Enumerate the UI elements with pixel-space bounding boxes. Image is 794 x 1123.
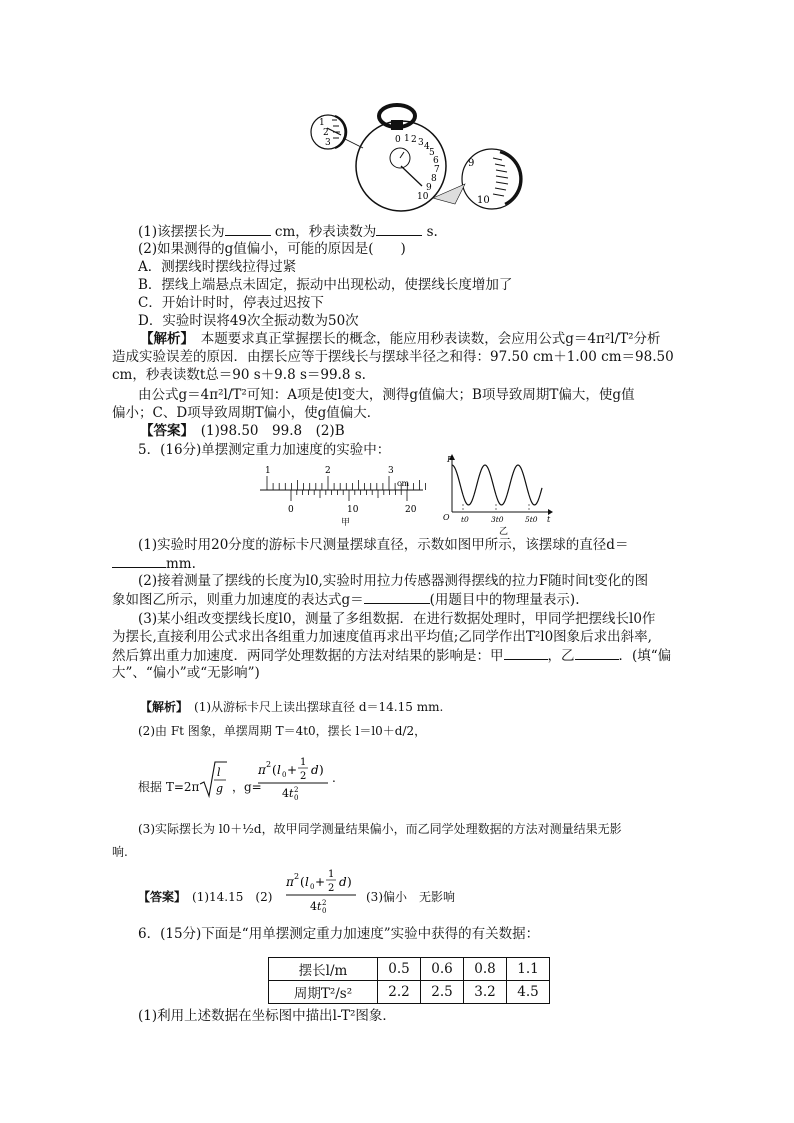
q4-option-d: D．实验时误将49次全振动数为50次 <box>138 313 359 329</box>
svg-text:2: 2 <box>328 883 335 894</box>
zoom-label: 10 <box>477 195 490 206</box>
stopwatch-hand <box>401 166 422 186</box>
table-cell: 2.5 <box>421 981 464 1004</box>
q5-analysis-line3: 根据 T=2π <box>138 780 200 794</box>
q5-part1-line1: (1)实验时用20分度的游标卡尺测量摆球直径，示数如图甲所示，该摆球的直径d＝ <box>138 537 629 553</box>
vernier-label: 0 <box>288 505 294 515</box>
table-cell: 4.5 <box>507 981 550 1004</box>
q5-analysis-line2: (2)由 Ft 图象，单摆周期 T＝4t0，摆长 l＝l0＋d/2， <box>138 724 427 738</box>
force-curve <box>452 465 542 505</box>
graph-ylabel: F <box>447 455 453 464</box>
q4-analysis-line3: cm，秒表读数t总＝90 s＋9.8 s＝99.8 s. <box>112 367 366 383</box>
q4-part2: (2)如果测得的g值偏小，可能的原因是( ) <box>138 241 406 257</box>
svg-text:+: + <box>315 875 326 889</box>
svg-text:1: 1 <box>300 757 307 768</box>
q5-part3-line1: (3)某小组改变摆线长度l0，测量了多组数据．在进行数据处理时，甲同学把摆线长l0作 <box>138 611 656 627</box>
table-cell: 1.1 <box>507 958 550 981</box>
table-header-cell: 摆长l/m <box>269 958 378 981</box>
caliper-caption: 甲 <box>341 518 351 526</box>
table-header-cell: 周期T²/s² <box>269 981 378 1004</box>
dial-label: 8 <box>431 174 437 184</box>
main-scale-label: 1 <box>265 466 271 476</box>
q5-part3-line4: 大”、“偏小”或“无影响”) <box>112 665 260 681</box>
q4-option-c: C．开始计时时，停表过迟按下 <box>138 295 324 311</box>
zoom-label: 9 <box>468 158 475 169</box>
q4-analysis-line5: 偏小；C、D项导致周期T偏小，使g值偏大． <box>112 405 381 421</box>
caliper-unit: cm <box>397 479 410 488</box>
dial-label: 7 <box>434 165 440 175</box>
graph-xlabel: t <box>547 515 551 524</box>
q4-part1: (1)该摆摆长为 cm，秒表读数为 s. <box>138 224 438 240</box>
q5-answer-part3: (3)偏小 无影响 <box>366 890 455 904</box>
dial-label: 3 <box>418 138 424 148</box>
stopwatch-figure <box>305 100 530 212</box>
pendulum-data-table <box>268 957 550 1004</box>
dial-label: 2 <box>411 135 417 145</box>
svg-text:t: t <box>317 900 322 913</box>
svg-text:0: 0 <box>294 794 299 802</box>
svg-text:4: 4 <box>310 900 317 913</box>
answer-blank[interactable] <box>112 554 166 568</box>
svg-text:l: l <box>305 875 309 889</box>
q5-part3-line3: 然后算出重力加速度．两同学处理数据的方法对结果的影响是：甲 ，乙 ．(填“偏 <box>112 648 672 664</box>
q5-answer: 【答案】 (1)14.15 (2) <box>138 890 273 904</box>
svg-text:π: π <box>258 763 266 777</box>
svg-text:1: 1 <box>328 869 335 880</box>
q5-part2-line1: (2)接着测量了摆线的长度为l0,实验时用拉力传感器测得摆线的拉力F随时间t变化的图 <box>138 573 649 589</box>
svg-text:2: 2 <box>300 771 307 782</box>
dial-label: 0 <box>395 135 401 145</box>
caliper-vernier-scale <box>291 490 407 501</box>
dial-label: 4 <box>424 142 430 152</box>
graph-tick: t0 <box>461 515 469 524</box>
svg-text:): ) <box>347 875 352 889</box>
table-row <box>269 958 550 981</box>
svg-text:0: 0 <box>322 907 327 915</box>
q4-option-a: A．测摆线时摆线拉得过紧 <box>138 259 297 275</box>
svg-text:0: 0 <box>282 771 287 779</box>
graph-tick: 3t0 <box>491 515 504 524</box>
q5-part2-line2: 象如图乙所示，则重力加速度的表达式g＝ (用题目中的物理量表示). <box>112 592 580 608</box>
q5-title: 5．(16分)单摆测定重力加速度的实验中： <box>138 442 391 458</box>
graph-tick: 5t0 <box>525 515 538 524</box>
q5-analysis-gpre: ，g= <box>232 780 262 794</box>
q5-part3-line2: 为摆长,直接利用公式求出各组重力加速度值再求出平均值;乙同学作出T²l0图象后求出斜率, <box>112 629 652 645</box>
svg-text:): ) <box>319 763 324 777</box>
answer-blank[interactable] <box>364 590 430 604</box>
svg-text:π: π <box>286 875 294 889</box>
vernier-label: 20 <box>405 505 417 515</box>
svg-text:(: ( <box>300 875 305 889</box>
svg-text:t: t <box>289 787 294 800</box>
svg-text:2: 2 <box>266 760 272 769</box>
svg-text:0: 0 <box>310 883 315 891</box>
q4-answer: 【答案】 (1)98.50 99.8 (2)B <box>140 423 345 439</box>
svg-text:2: 2 <box>322 899 327 907</box>
svg-text:l: l <box>217 766 221 779</box>
q4-option-b: B．摆线上端悬点未固定，振动中出现松动，使摆线长度增加了 <box>138 277 513 293</box>
table-row <box>269 981 550 1004</box>
formula-period <box>198 760 228 800</box>
q4-analysis-line1: 【解析】 本题要求真正掌握摆长的概念，能应用秒表读数，会应用公式g＝4π²l/T²分析 <box>140 331 661 347</box>
dial-label: 5 <box>429 148 435 158</box>
zoom-label: 1 <box>319 118 325 128</box>
force-time-graph <box>440 452 555 536</box>
vernier-label: 10 <box>347 505 359 515</box>
q5-analysis-line4: (3)实际摆长为 l0＋½d，故甲同学测量结果偏小，而乙同学处理数据的方法对测量结果无影 <box>138 822 622 836</box>
table-cell: 0.6 <box>421 958 464 981</box>
answer-blank[interactable] <box>504 646 548 660</box>
vernier-caliper-figure <box>255 462 430 526</box>
q4-analysis-line2: 造成实验误差的原因．由摆长应等于摆线长与摆球半径之和得：97.50 cm＋1.00 cm＝98.50 <box>112 349 674 365</box>
graph-caption: 乙 <box>499 527 509 536</box>
zoom-label: 3 <box>325 138 331 148</box>
svg-text:g: g <box>216 782 224 795</box>
dial-label: 6 <box>433 156 439 166</box>
table-cell: 2.2 <box>378 981 421 1004</box>
main-scale-label: 2 <box>325 466 331 476</box>
table-cell: 3.2 <box>464 981 507 1004</box>
q5-part1-line2: mm. <box>112 554 196 573</box>
graph-origin: O <box>443 513 450 522</box>
dial-label: 9 <box>426 183 432 193</box>
svg-text:2: 2 <box>294 786 299 794</box>
svg-text:+: + <box>287 763 298 777</box>
dial-label: 10 <box>417 192 429 202</box>
table-cell: 0.5 <box>378 958 421 981</box>
q5-analysis-line5: 响. <box>112 845 128 859</box>
answer-blank[interactable] <box>575 646 619 660</box>
dial-label: 1 <box>404 134 410 144</box>
zoom-label: 2 <box>323 128 329 138</box>
svg-text:d: d <box>311 763 319 777</box>
svg-text:d: d <box>339 875 347 889</box>
formula-g <box>256 752 356 804</box>
answer-blank[interactable] <box>376 222 422 236</box>
q6-title: 6．(15分)下面是“用单摆测定重力加速度”实验中获得的有关数据： <box>138 926 540 942</box>
svg-text:l: l <box>277 763 281 777</box>
q5-analysis-line1: 【解析】 (1)从游标卡尺上读出摆球直径 d＝14.15 mm. <box>140 700 444 714</box>
q6-part1: (1)利用上述数据在坐标图中描出l-T²图象． <box>138 1008 396 1024</box>
svg-text:(: ( <box>272 763 277 777</box>
svg-text:4: 4 <box>282 787 289 800</box>
main-scale-label: 3 <box>388 466 394 476</box>
svg-text:.: . <box>332 771 336 785</box>
svg-text:2: 2 <box>294 872 300 881</box>
table-cell: 0.8 <box>464 958 507 981</box>
q4-analysis-line4: 由公式g＝4π²l/T²可知：A项是使l变大，测得g值偏大；B项导致周期T偏大，使g值 <box>138 387 635 403</box>
formula-answer-g <box>284 862 364 920</box>
answer-blank[interactable] <box>225 222 271 236</box>
